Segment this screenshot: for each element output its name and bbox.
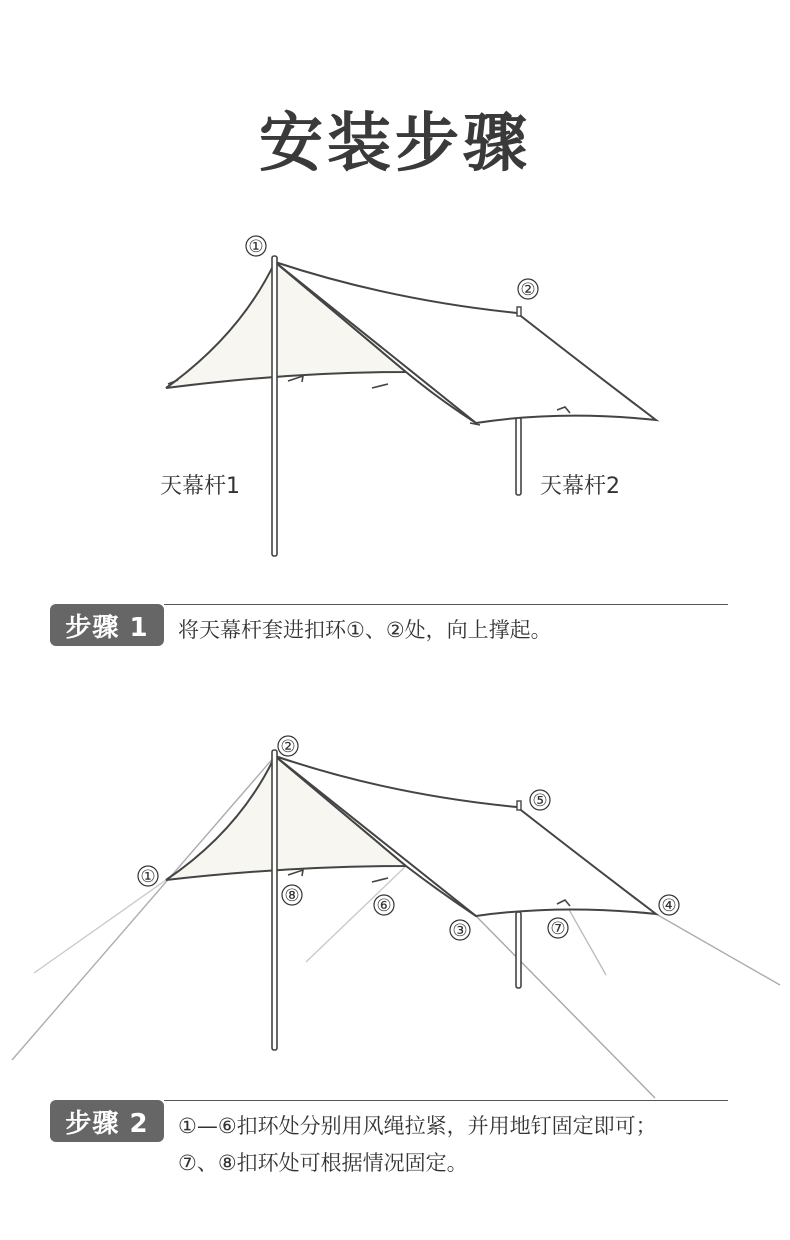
guy-rope bbox=[656, 914, 780, 985]
marker-1: ① bbox=[248, 237, 264, 257]
pole-2 bbox=[516, 418, 521, 495]
step-1-divider bbox=[164, 604, 728, 605]
step-1-badge: 步骤 1 bbox=[50, 604, 164, 646]
guy-rope bbox=[12, 756, 275, 1060]
marker-8: ⑧ bbox=[284, 886, 300, 906]
tab bbox=[372, 384, 388, 388]
pole-1-label: 天幕杆1 bbox=[160, 474, 240, 499]
tab bbox=[288, 376, 303, 382]
marker-7: ⑦ bbox=[550, 919, 566, 939]
marker-1: ① bbox=[140, 867, 156, 887]
pole-1 bbox=[272, 750, 277, 1050]
page-title: 安装步骤 bbox=[259, 107, 531, 181]
pole-2 bbox=[516, 912, 521, 988]
step-2-divider bbox=[164, 1100, 728, 1101]
marker-6: ⑥ bbox=[376, 896, 392, 916]
marker-5: ⑤ bbox=[532, 791, 548, 811]
step-2-line-2: ⑦、⑧扣环处可根据情况固定。 bbox=[178, 1151, 468, 1175]
marker-4: ④ bbox=[661, 896, 677, 916]
guy-rope bbox=[567, 906, 606, 975]
step-2-badge: 步骤 2 bbox=[50, 1100, 164, 1142]
pole-1 bbox=[272, 256, 277, 556]
marker-3: ③ bbox=[452, 921, 468, 941]
step-1-text: 将天幕杆套进扣环①、②处，向上撑起。 bbox=[178, 618, 552, 642]
marker-2: ② bbox=[280, 737, 296, 757]
diagram-step-1 bbox=[0, 220, 790, 570]
step-2-line-1: ①—⑥扣环处分别用风绳拉紧，并用地钉固定即可； bbox=[178, 1114, 657, 1138]
pole-2-label: 天幕杆2 bbox=[540, 474, 620, 499]
diagram-step-2 bbox=[0, 720, 790, 1100]
guy-rope bbox=[476, 916, 655, 1098]
marker-2: ② bbox=[520, 280, 536, 300]
